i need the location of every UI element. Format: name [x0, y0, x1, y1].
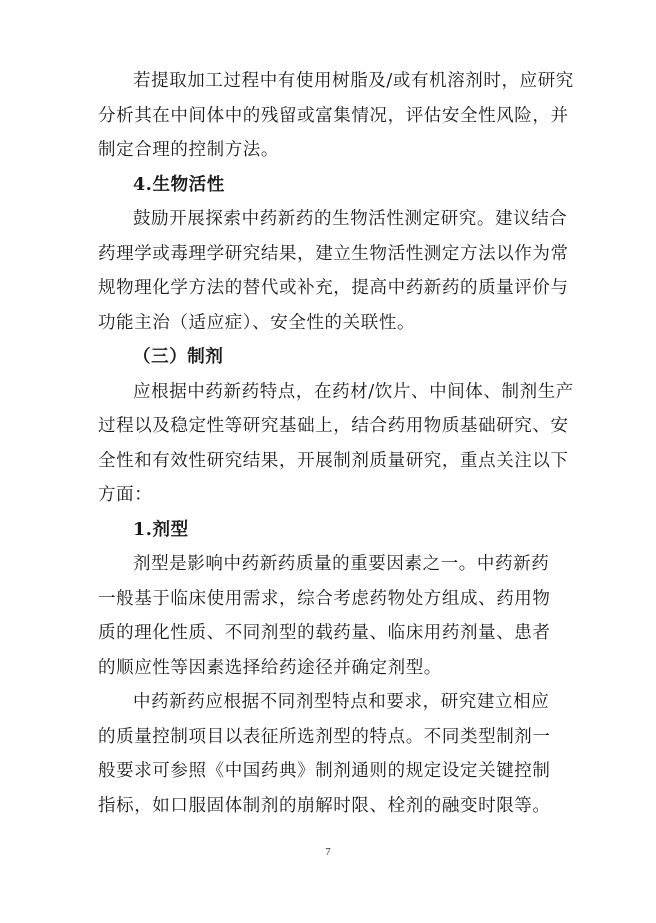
text-line: 功能主治（适应症）、安全性的关联性。 [98, 312, 416, 333]
text-line: 剂型是影响中药新药质量的重要因素之一。中药新药 [133, 554, 550, 574]
page-content [98, 64, 574, 823]
text-line: 若提取加工过程中有使用树脂及/或有机溶剂时，应研究 [133, 71, 574, 91]
text-line: 指标，如口服固体制剂的崩解时限、栓剂的融变时限等。 [98, 795, 551, 816]
section-heading-preparation: （三）制剂 [133, 347, 224, 367]
text-line: 般要求可参照《中国药典》制剂通则的规定设定关键控制 [98, 761, 551, 781]
section-heading-bioactivity: 4.生物活性 [133, 174, 225, 195]
text-line: 中药新药应根据不同剂型特点和要求，研究建立相应 [133, 692, 550, 712]
text-line: 制定合理的控制方法。 [98, 140, 279, 160]
paragraph-bioactivity [98, 202, 569, 340]
text-line: 的顺应性等因素选择给药途径并确定剂型。 [98, 657, 442, 678]
paragraph-dosage-form [98, 547, 560, 685]
text-line: 的质量控制项目以表征所选剂型的特点。不同类型制剂一 [98, 726, 551, 747]
text-line: 鼓励开展探索中药新药的生物活性测定研究。建议结合 [133, 209, 568, 229]
text-line: 方面： [98, 485, 153, 505]
paragraph-quality-control [98, 685, 560, 823]
text-line: 规物理化学方法的替代或补充，提高中药新药的质量评价与 [98, 278, 569, 298]
text-line: 质的理化性质、不同剂型的载药量、临床用药剂量、患者 [98, 623, 551, 643]
text-line: 药理学或毒理学研究结果，建立生物活性测定方法以作为常 [98, 243, 569, 264]
paragraph-preparation [98, 375, 574, 513]
text-line: 一般基于临床使用需求，综合考虑药物处方组成、药用物 [98, 588, 551, 609]
text-line: 分析其在中间体中的残留或富集情况，评估安全性风险，并 [98, 105, 569, 126]
paragraph-resin-solvent [98, 64, 574, 168]
page-number: 7 [325, 846, 331, 858]
text-line: 应根据中药新药特点，在药材/饮片、中间体、制剂生产 [133, 381, 574, 402]
text-line: 全性和有效性研究结果，开展制剂质量研究，重点关注以下 [98, 450, 569, 471]
section-heading-dosage-form: 1.剂型 [133, 519, 189, 540]
text-line: 过程以及稳定性等研究基础上，结合药用物质基础研究、安 [98, 416, 569, 436]
